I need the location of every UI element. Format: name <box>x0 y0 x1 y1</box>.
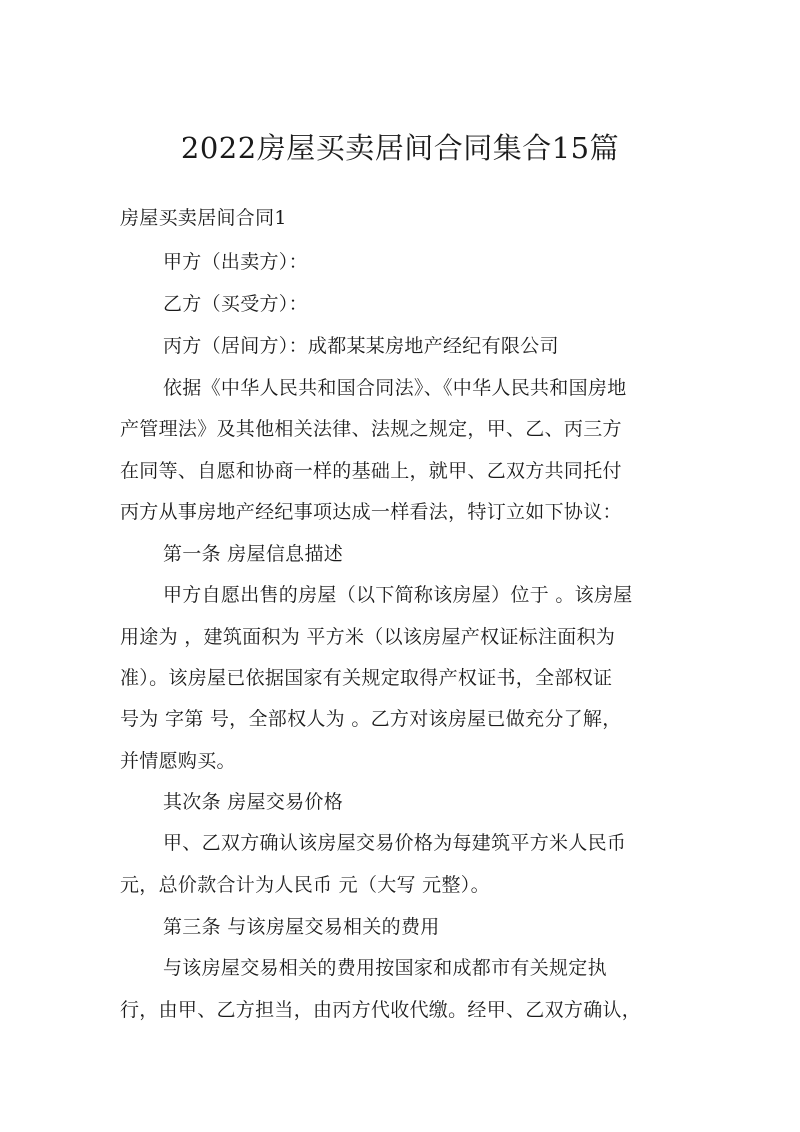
party-a-line: 甲方（出卖方）： <box>163 251 308 273</box>
article-2-line: 元，总价款合计为人民币 元（大写 元整）。 <box>120 874 490 896</box>
article-1-heading: 第一条 房屋信息描述 <box>163 543 344 565</box>
article-1-line: 用途为 ，建筑面积为 平方米（以该房屋产权证标注面积为 <box>120 626 616 648</box>
party-c-line: 丙方（居间方）：成都某某房地产经纪有限公司 <box>163 335 559 357</box>
article-3-line: 与该房屋交易相关的费用按国家和成都市有关规定执 <box>163 957 607 979</box>
preamble-line: 依据《中华人民共和国合同法》、《中华人民共和国房地 <box>163 377 627 399</box>
article-1-line: 号为 字第 号，全部权人为 。乙方对该房屋已做充分了解， <box>120 708 622 730</box>
article-2-line: 甲、乙双方确认该房屋交易价格为每建筑平方米人民币 <box>163 832 627 854</box>
article-2-heading: 其次条 房屋交易价格 <box>163 791 344 813</box>
section-heading: 房屋买卖居间合同1 <box>120 207 287 229</box>
preamble-line: 产管理法》及其他相关法律、法规之规定，甲、乙、丙三方 <box>120 418 622 440</box>
preamble-line: 丙方从事房地产经纪事项达成一样看法，特订立如下协议： <box>120 501 622 523</box>
party-b-line: 乙方（买受方）： <box>163 293 308 315</box>
preamble-line: 在同等、自愿和协商一样的基础上，就甲、乙双方共同托付 <box>120 460 622 482</box>
article-1-line: 甲方自愿出售的房屋（以下简称该房屋）位于 。该房屋 <box>163 584 633 606</box>
article-3-heading: 第三条 与该房屋交易相关的费用 <box>163 916 440 938</box>
article-3-line: 行，由甲、乙方担当，由丙方代收代缴。经甲、乙双方确认， <box>120 999 642 1021</box>
document-title: 2022房屋买卖居间合同集合15篇 <box>180 131 620 165</box>
article-1-line: 准）。该房屋已依据国家有关规定取得产权证书，全部权证 <box>120 667 613 689</box>
article-1-line: 并情愿购买。 <box>120 750 236 772</box>
